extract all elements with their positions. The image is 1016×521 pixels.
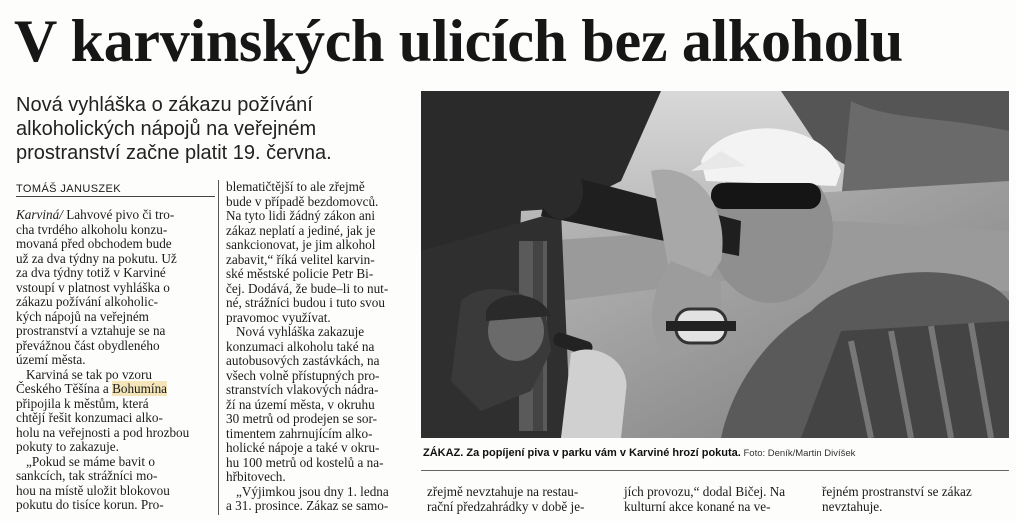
lead-line: Nová vyhláška o zákazu požívání — [16, 94, 313, 116]
text-line — [16, 397, 214, 412]
text-line — [226, 383, 414, 398]
text-line — [226, 224, 414, 239]
line-text: autobusových zastávkách, na — [226, 353, 380, 368]
line-text: pokutu do tisíce korun. Pro- — [16, 497, 164, 512]
article-column-1 — [16, 208, 214, 513]
line-text: Českého Těšína a Bohumína — [16, 381, 168, 396]
author-byline: TOMÁŠ JANUSZEK — [16, 183, 122, 195]
line-text: né, strážníci budou i tuto svou — [226, 295, 385, 310]
line-text: konzumaci alkoholu také na — [226, 338, 375, 354]
text-line — [226, 311, 414, 326]
line-text: Na tyto lidi žádný zákon ani — [226, 208, 376, 223]
line-text: převážnou část obydleného — [16, 337, 160, 353]
text-line — [16, 324, 214, 339]
text-line — [226, 354, 414, 369]
line-text: stranstvích vlakových nádra- — [226, 382, 379, 397]
line-text: zabavit,“ říká velitel karvin- — [226, 251, 375, 267]
text-line — [16, 484, 214, 499]
line-text: hu 100 metrů od kostelů a na- — [226, 454, 384, 470]
text-line — [226, 470, 414, 485]
line-text: ží na území města, v okruhu — [226, 396, 375, 412]
text-line — [16, 382, 214, 397]
lead-line: alkoholických nápojů na veřejném — [16, 118, 317, 140]
text-line — [16, 252, 214, 267]
text-line — [226, 340, 414, 355]
text-line — [16, 426, 214, 441]
text-line — [226, 412, 414, 427]
line-text: připojila k městům, která — [16, 395, 149, 411]
line-text: hou na místě uložit blokovou — [16, 482, 170, 498]
text-line — [226, 441, 414, 456]
text-line — [16, 469, 214, 484]
text-line — [16, 208, 214, 223]
line-text: „Pokud se máme bavit o — [26, 453, 155, 469]
text-line — [16, 353, 214, 368]
text-line — [226, 282, 414, 297]
bottom-column-1 — [427, 485, 613, 514]
dateline: Karviná/ — [16, 207, 63, 222]
text-line — [16, 266, 214, 281]
line-text: všech volně přístupných pro- — [226, 367, 380, 383]
line-text: zákazu požívání alkoholic- — [16, 294, 159, 309]
lead-paragraph — [16, 93, 416, 165]
text-line — [16, 455, 214, 470]
text-line: řejném prostranství se zákaz — [822, 484, 972, 499]
text-line — [16, 237, 214, 252]
line-text: hřbitovech. — [226, 469, 286, 484]
text-line — [226, 485, 414, 500]
text-line: nevztahuje. — [822, 498, 883, 514]
text-line — [16, 339, 214, 354]
line-text: Karviná se tak po vzoru — [26, 366, 152, 382]
byline-rule — [16, 196, 215, 197]
text-line — [16, 223, 214, 238]
text-line — [16, 498, 214, 513]
text-line — [16, 281, 214, 296]
photo-credit: Foto: Deník/Martin Divíšek — [740, 448, 856, 459]
bottom-column-2 — [624, 485, 810, 514]
line-text: už za dva týdny na pokutu. Už — [16, 250, 177, 266]
article-column-2 — [226, 180, 414, 514]
text-line — [226, 499, 414, 514]
text-line — [226, 238, 414, 253]
line-text: chtějí řešit konzumaci alko- — [16, 410, 163, 425]
text-line — [226, 456, 414, 471]
text-line — [226, 325, 414, 340]
line-text: území města. — [16, 352, 86, 367]
highlighted-word: Bohumína — [112, 381, 168, 396]
photo-man-drinking-beer — [421, 91, 1009, 438]
text-line — [16, 368, 214, 383]
caption-rule — [421, 470, 1009, 471]
text-line — [16, 411, 214, 426]
line-text: Nová vyhláška zakazuje — [236, 324, 365, 339]
line-text: vstoupí v platnost vyhláška o — [16, 279, 170, 295]
line-text: zákaz neplatí a jediné, jak je — [226, 222, 376, 238]
text-line — [226, 253, 414, 268]
caption-text: Za popíjení piva v parku vám v Karviné hrozí pokuta. — [463, 447, 741, 459]
text-line: rační předzahrádky v době je- — [427, 498, 585, 514]
line-text: ské městské policie Petr Bi- — [226, 266, 374, 281]
text-line — [226, 195, 414, 210]
text-line — [226, 398, 414, 413]
line-text: 30 metrů od prodejen se sor- — [226, 411, 377, 426]
text-line: zřejmě nevztahuje na restau- — [427, 484, 579, 499]
text-line — [16, 440, 214, 455]
text-line — [226, 369, 414, 384]
article-photo — [421, 91, 1009, 438]
line-text: za dva týdny totiž v Karviné — [16, 265, 166, 280]
line-text: kých nápojů na veřejném — [16, 308, 149, 324]
text-line: kulturní akce konané na ve- — [624, 498, 771, 514]
line-text: holické nápoje a také v okru- — [226, 440, 380, 455]
line-text: timentem zahrnujícím alko- — [226, 425, 373, 441]
line-text: sankcích, tak strážníci mo- — [16, 468, 158, 483]
line-text: blematičtější to ale zřejmě — [226, 179, 365, 194]
text-line — [226, 427, 414, 442]
column-divider — [218, 180, 219, 515]
line-text: sankcionovat, je jim alkohol — [226, 237, 376, 252]
text-line — [226, 296, 414, 311]
line-text: a 31. prosince. Zákaz se samo- — [226, 498, 389, 513]
line-text: pravomoc využívat. — [226, 309, 331, 325]
line-text: čej. Dodává, že bude–li to nut- — [226, 280, 389, 296]
line-text: Lahvové pivo či tro- — [62, 207, 175, 222]
line-text: bude v případě bezdomovců. — [226, 193, 379, 209]
line-text: cha tvrdého alkoholu konzu- — [16, 221, 168, 237]
photo-caption — [423, 446, 1008, 461]
text-line — [226, 180, 414, 195]
text-line: jích provozu,“ dodal Bičej. Na — [624, 484, 786, 499]
line-text: prostranství a vztahuje se na — [16, 323, 166, 338]
text-line — [226, 267, 414, 282]
lead-line: prostranství začne platit 19. června. — [16, 142, 332, 164]
headline: V karvinských ulicích bez alkoholu — [14, 8, 903, 74]
caption-label: ZÁKAZ. — [423, 447, 464, 459]
text-line — [16, 295, 214, 310]
text-line — [226, 209, 414, 224]
line-text: movaná před obchodem bude — [16, 236, 172, 251]
line-text: holu na veřejnosti a pod hrozbou — [16, 424, 190, 440]
line-text: „Výjimkou jsou dny 1. ledna — [236, 483, 389, 499]
text-line — [16, 310, 214, 325]
bottom-column-3 — [822, 485, 1008, 514]
line-text: pokuty to zakazuje. — [16, 439, 119, 454]
